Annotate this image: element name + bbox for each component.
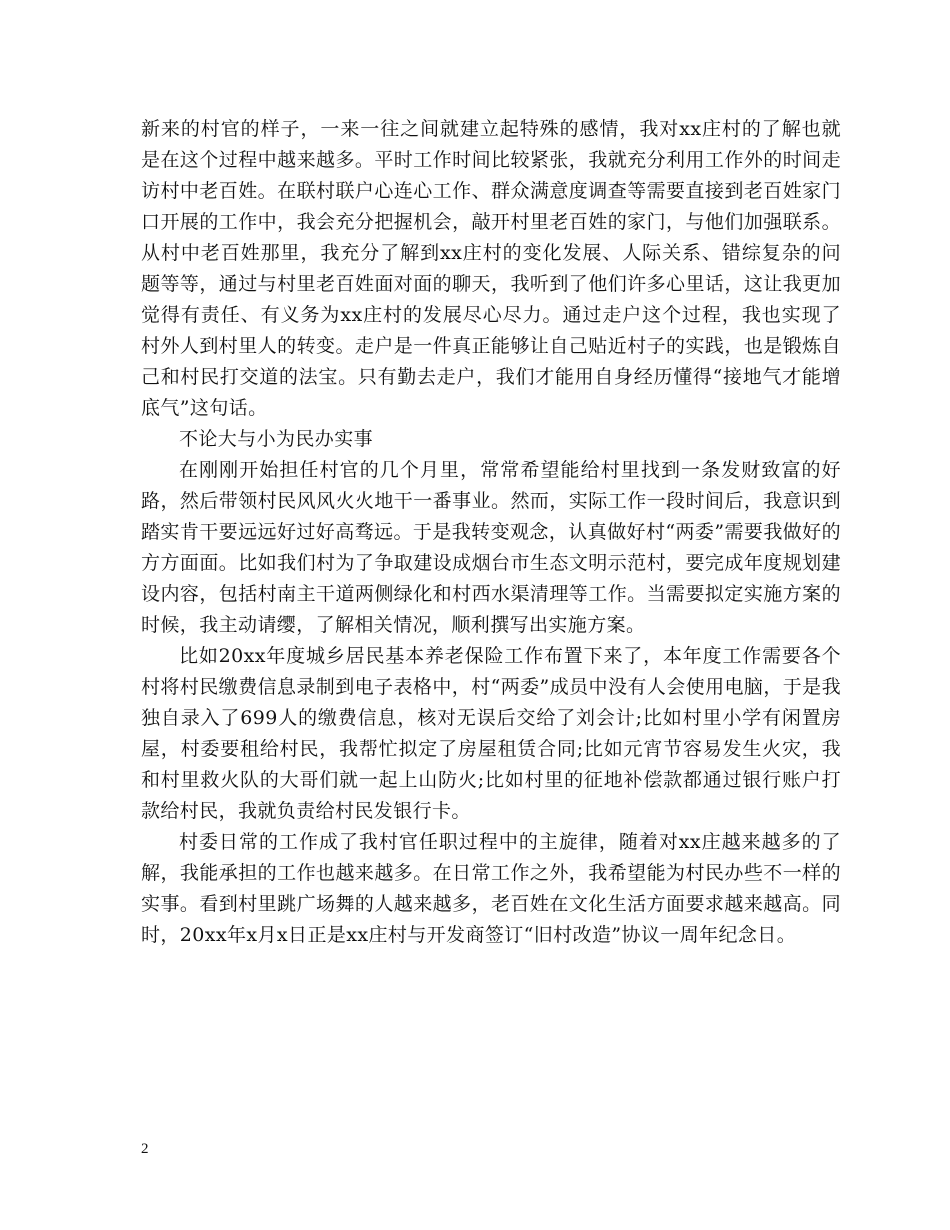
body-text bbox=[141, 114, 841, 951]
page-number: 2 bbox=[141, 1141, 149, 1157]
paragraph-work-approach: 在刚刚开始担任村官的几个月里，常常希望能给村里找到一条发财致富的好路，然后带领村民风风火火地干一番事业。然而，实际工作一段时间后，我意识到踏实肯干要远远好过好高骛远。于是我转变观念，认真做好村“两委”需要我做好的方方面面。比如我们村为了争取建设成烟台市生态文明示范村，要完成年度规划建设内容，包括村南主干道两侧绿化和村西水渠清理等工作。当需要拟定实施方案的时候，我主动请缨，了解相关情况，顺利撰写出实施方案。 bbox=[141, 459, 841, 636]
paragraph-daily-work: 村委日常的工作成了我村官任职过程中的主旋律，随着对xx庄越来越多的了解，我能承担的工作也越来越多。在日常工作之外，我希望能为村民办些不一样的实事。看到村里跳广场舞的人越来越多，老百姓在文化生活方面要求越来越高。同时，20xx年x月x日正是xx庄村与开发商签订“旧村改造”协议一周年纪念日。 bbox=[141, 831, 841, 946]
section-heading: 不论大与小为民办实事 bbox=[179, 428, 374, 450]
paragraph-examples: 比如20xx年度城乡居民基本养老保险工作布置下来了，本年度工作需要各个村将村民缴费信息录制到电子表格中，村“两委”成员中没有人会使用电脑，于是我独自录入了699人的缴费信息，核对无误后交给了刘会计;比如村里小学有闲置房屋，村委要租给村民，我帮忙拟定了房屋租赁合同;比如元宵节容易发生火灾，我和村里救火队的大哥们就一起上山防火;比如村里的征地补偿款都通过银行账户打款给村民，我就负责给村民发银行卡。 bbox=[141, 645, 841, 822]
paragraph-continuation: 新来的村官的样子，一来一往之间就建立起特殊的感情，我对xx庄村的了解也就是在这个过程中越来越多。平时工作时间比较紧张，我就充分利用工作外的时间走访村中老百姓。在联村联户心连心工作、群众满意度调查等需要直接到老百姓家门口开展的工作中，我会充分把握机会，敲开村里老百姓的家门，与他们加强联系。从村中老百姓那里，我充分了解到xx庄村的变化发展、人际关系、错综复杂的问题等等，通过与村里老百姓面对面的聊天，我听到了他们许多心里话，这让我更加觉得有责任、有义务为xx庄村的发展尽心尽力。通过走户这个过程，我也实现了村外人到村里人的转变。走户是一件真正能够让自己贴近村子的实践，也是锻炼自己和村民打交道的法宝。只有勤去走户，我们才能用自身经历懂得“接地气才能增底气”这句话。 bbox=[141, 118, 841, 419]
